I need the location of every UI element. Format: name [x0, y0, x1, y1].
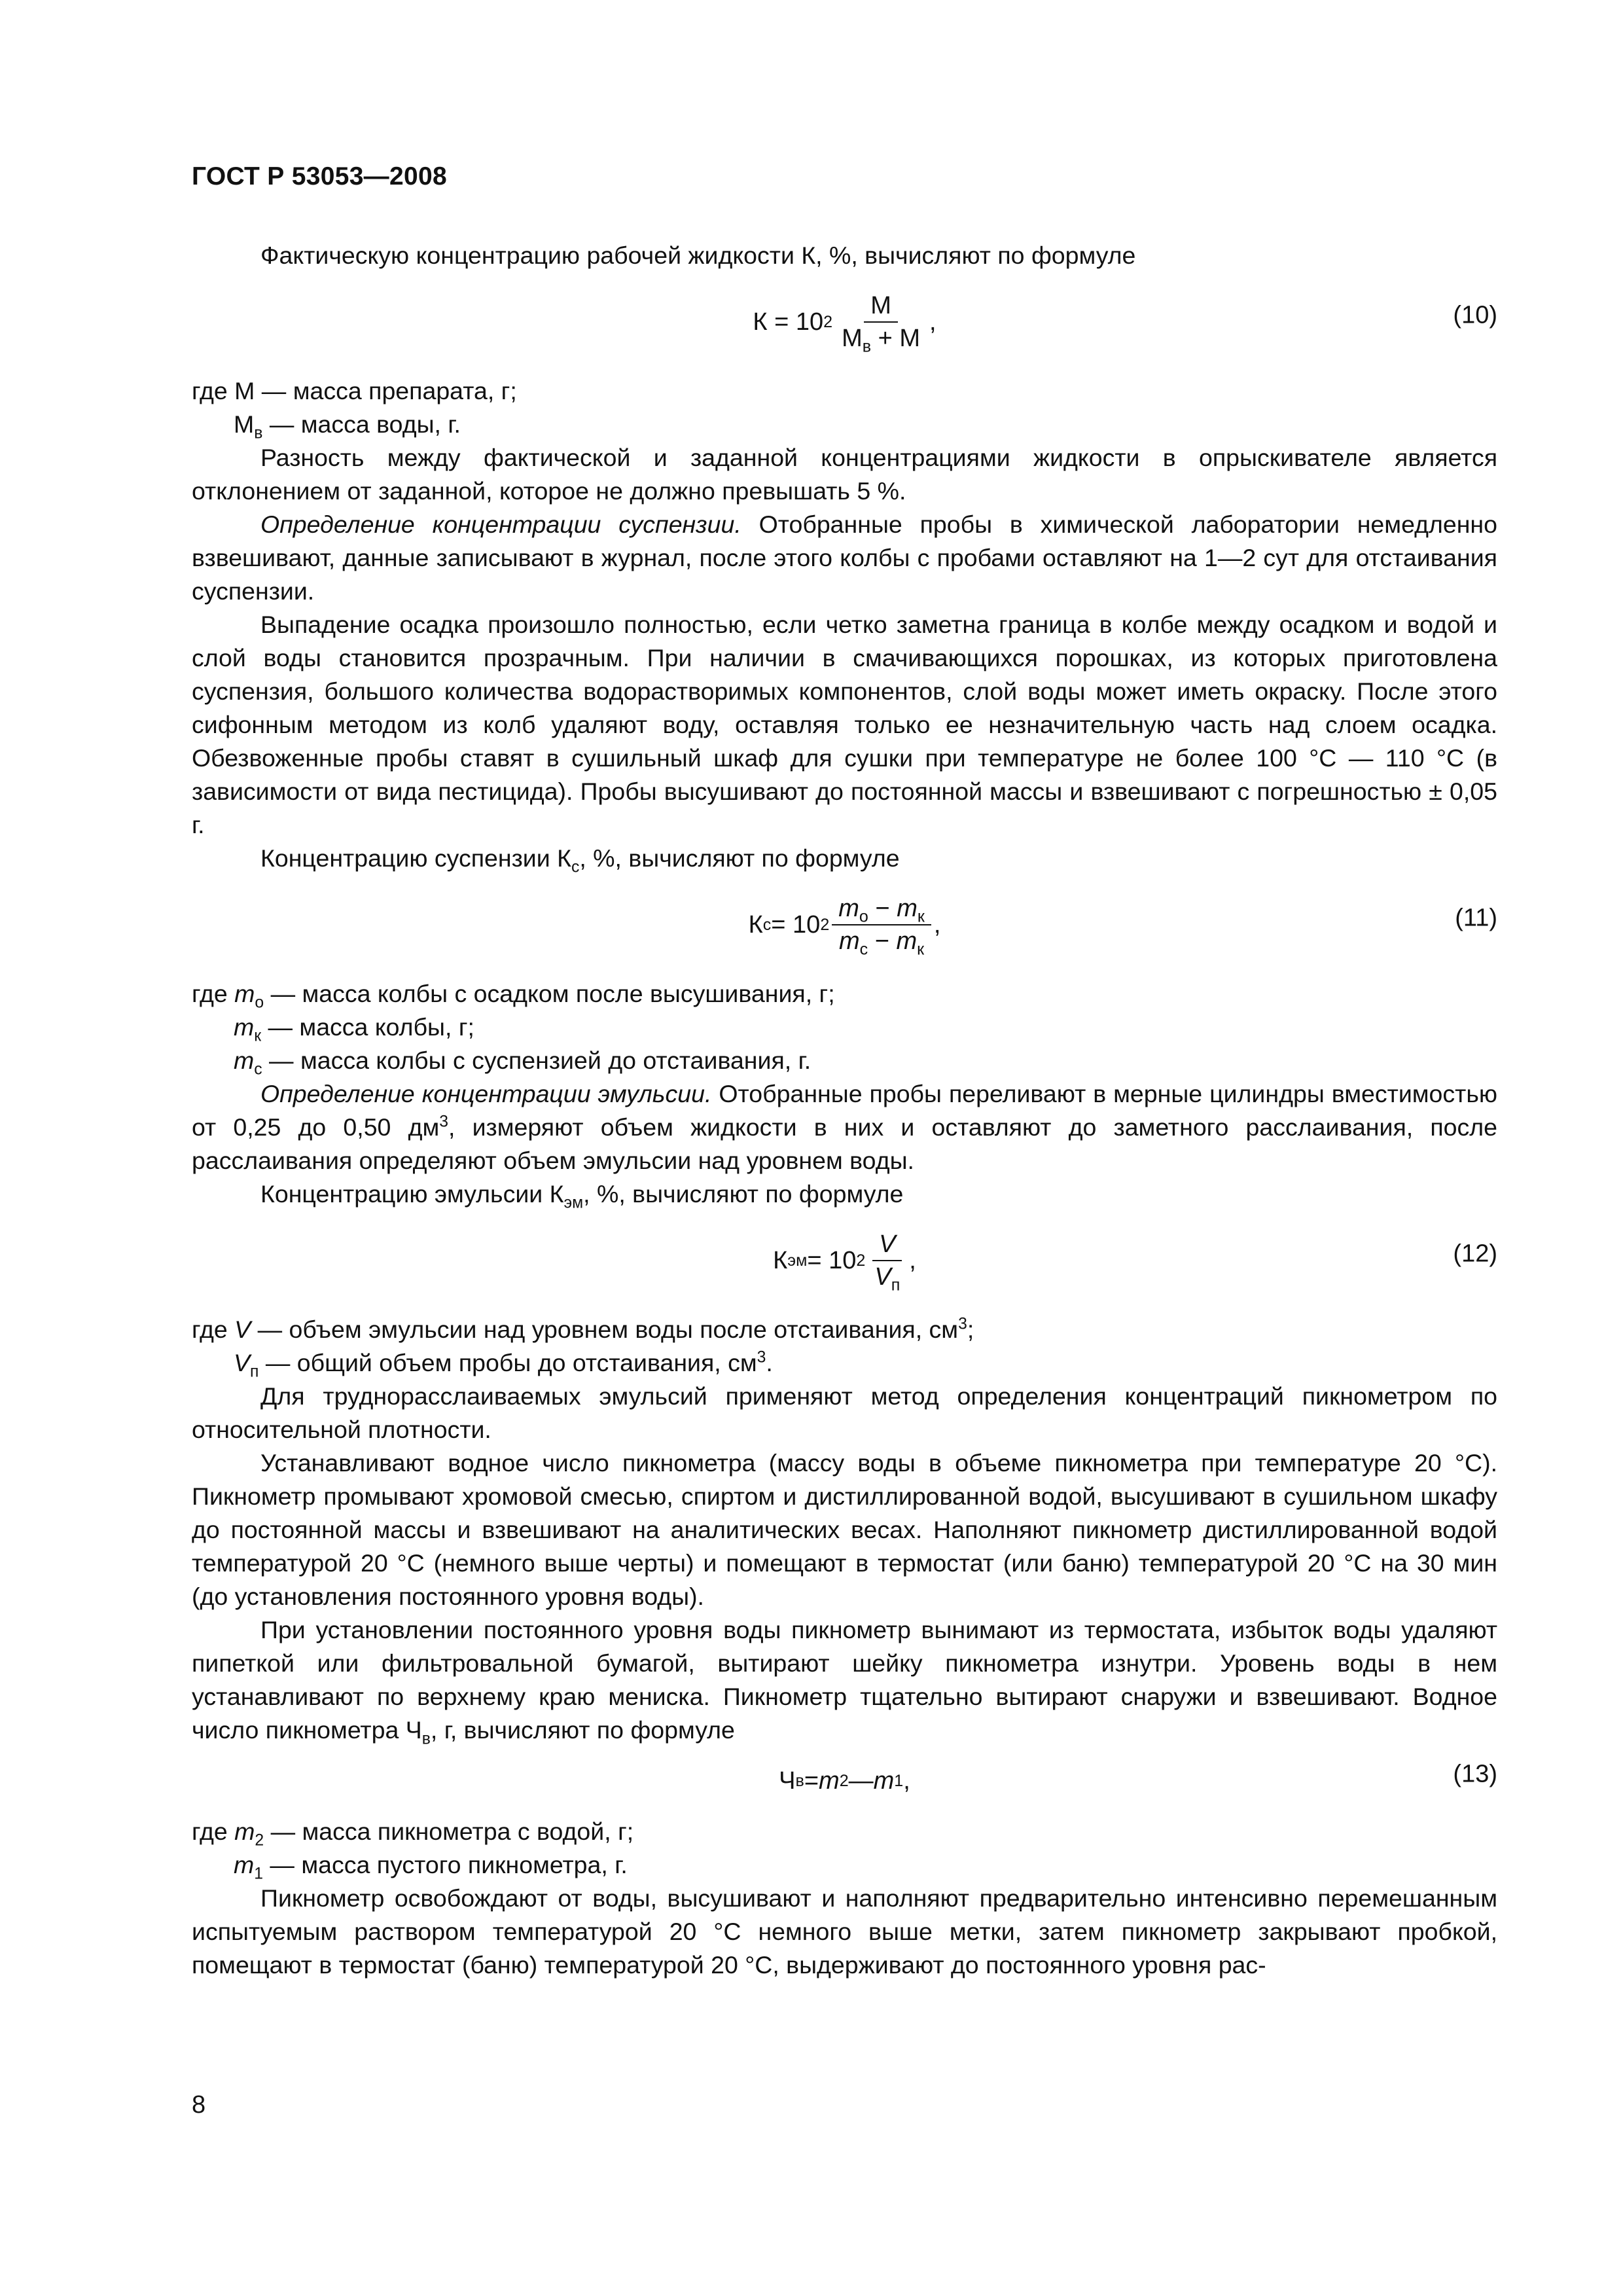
formula-13: Ч в = m 2 — m 1 , (13)	[192, 1756, 1497, 1806]
standard-header: ГОСТ Р 53053—2008	[192, 162, 447, 190]
where-line: $m_с$ — масса колбы с суспензией до отстаивания, г.	[234, 1047, 812, 1079]
where-line: где V — объем эмульсии над уровнем воды после отстаивания, $см^3$;	[192, 1315, 974, 1343]
where-line: $V_п$ — общий объем пробы до отстаивания, $см^3$.	[234, 1348, 773, 1381]
paragraph: Устанавливают водное число пикнометра (массу воды в объеме пикнометра при температуре 20 °С). Пикнометр промывают хромовой смесью, спиртом и дистиллированной водой, высушивают в сушильном шкафу до постоянной массы и взвешивают на аналитических весах. Наполняют пикнометр дистиллированной водой температурой 20 °С (немного выше черты) и помещают в термостат (или баню) температурой 20 °С на 30 мин (до установления постоянного уровня воды).	[192, 1449, 1497, 1610]
where-line: $М_в$ — масса воды, г.	[234, 410, 461, 442]
paragraph: Фактическую концентрацию рабочей жидкости К, %, вычисляют по формуле	[260, 242, 1136, 269]
document-body	[192, 239, 1497, 1982]
where-line: где М — масса препарата, г;	[192, 377, 517, 404]
fraction: $\frac{М}{М_в + М}$	[842, 292, 921, 356]
formula-10: К = 10 2 $\frac{М}{М_в + М}$ , (10)	[753, 292, 1497, 356]
paragraph: Пикнометр освобождают от воды, высушивают и наполняют предварительно интенсивно перемешанным испытуемым раствором температурой 20 °С немного выше метки, затем пикнометр закрывают пробкой, помещают в термостат (баню) температурой 20 °С, выдерживают до постоянного уровня рас-	[192, 1884, 1497, 1979]
paragraph: При установлении постоянного уровня воды пикнометр вынимают из термостата, избыток воды удаляют пипеткой или фильтровальной бумагой, вытирают шейку пикнометра изнутри. Уровень воды в нем устанавливают по верхнему краю мениска. Пикнометр тщательно вытирают снаружи и взвешивают. Водное число пикнометра $Ч_в$, г, вычисляют по формуле	[192, 1616, 1497, 1748]
where-line: где $m_2$ — масса пикнометра с водой, г;	[192, 1818, 634, 1850]
where-line: где $m_о$ — масса колбы с осадком после высушивания, г;	[192, 980, 835, 1012]
paragraph: Выпадение осадка произошло полностью, если четко заметна граница в колбе между осадком и водой и слой воды становится прозрачным. При наличии в смачивающихся порошках, из которых приготовлена суспензия, большого количества водорастворимых компонентов, слой воды может иметь окраску. После этого сифонным методом из колб удаляют воду, оставляя только ее незначительную часть над слоем осадка. Обезвоженные пробы ставят в сушильный шкаф для сушки при температуре не более 100 °С — 110 °С (в зависимости от вида пестицида). Пробы высушивают до постоянной массы и взвешивают с погрешностью ± 0,05 г.	[192, 611, 1497, 838]
paragraph: Концентрацию суспензии $К_с$, %, вычисляют по формуле	[260, 844, 900, 876]
formula-number: (12)	[1453, 1240, 1497, 1268]
fraction: $\frac{V}{V_п}$	[868, 1230, 906, 1291]
formula-number: (11)	[1455, 904, 1497, 932]
where-line: $m_1$ — масса пустого пикнометра, г.	[234, 1851, 628, 1883]
formula-number: (10)	[1453, 301, 1497, 329]
fraction: $\frac{m_о - m_к}{m_с - m_к}$	[832, 894, 931, 956]
paragraph: Определение концентрации эмульсии. Отобранные пробы переливают в мерные цилиндры вместимостью от 0,25 до 0,50 $дм^3$, измеряют объем жидкости в них и оставляют до заметного расслаивания, после расслаивания определяют объем эмульсии над уровнем воды.	[192, 1080, 1497, 1174]
paragraph: Разность между фактической и заданной концентрациями жидкости в опрыскивателе является отклонением от заданной, которое не должно превышать 5 %.	[192, 444, 1497, 505]
formula-11: К с = 10 2 $\frac{m_о - m_к}{m_с - m_к}$ , (11)	[748, 895, 1497, 959]
paragraph: Определение концентрации суспензии. Отобранные пробы в химической лаборатории немедленно взвешивают, данные записывают в журнал, после этого колбы с пробами оставляют на 1—2 сут для отстаивания суспензии.	[192, 511, 1497, 605]
paragraph: Концентрацию эмульсии $К_{эм}$, %, вычисляют по формуле	[260, 1180, 904, 1212]
where-line: $m_к$ — масса колбы, г;	[234, 1013, 474, 1045]
formula-12: К эм = 10 2 $\frac{V}{V_п}$ , (12)	[773, 1230, 1497, 1295]
page-number: 8	[192, 2091, 206, 2119]
paragraph: Для труднорасслаиваемых эмульсий применяют метод определения концентраций пикнометром по относительной плотности.	[192, 1382, 1497, 1443]
formula-number: (13)	[1453, 1760, 1497, 1788]
